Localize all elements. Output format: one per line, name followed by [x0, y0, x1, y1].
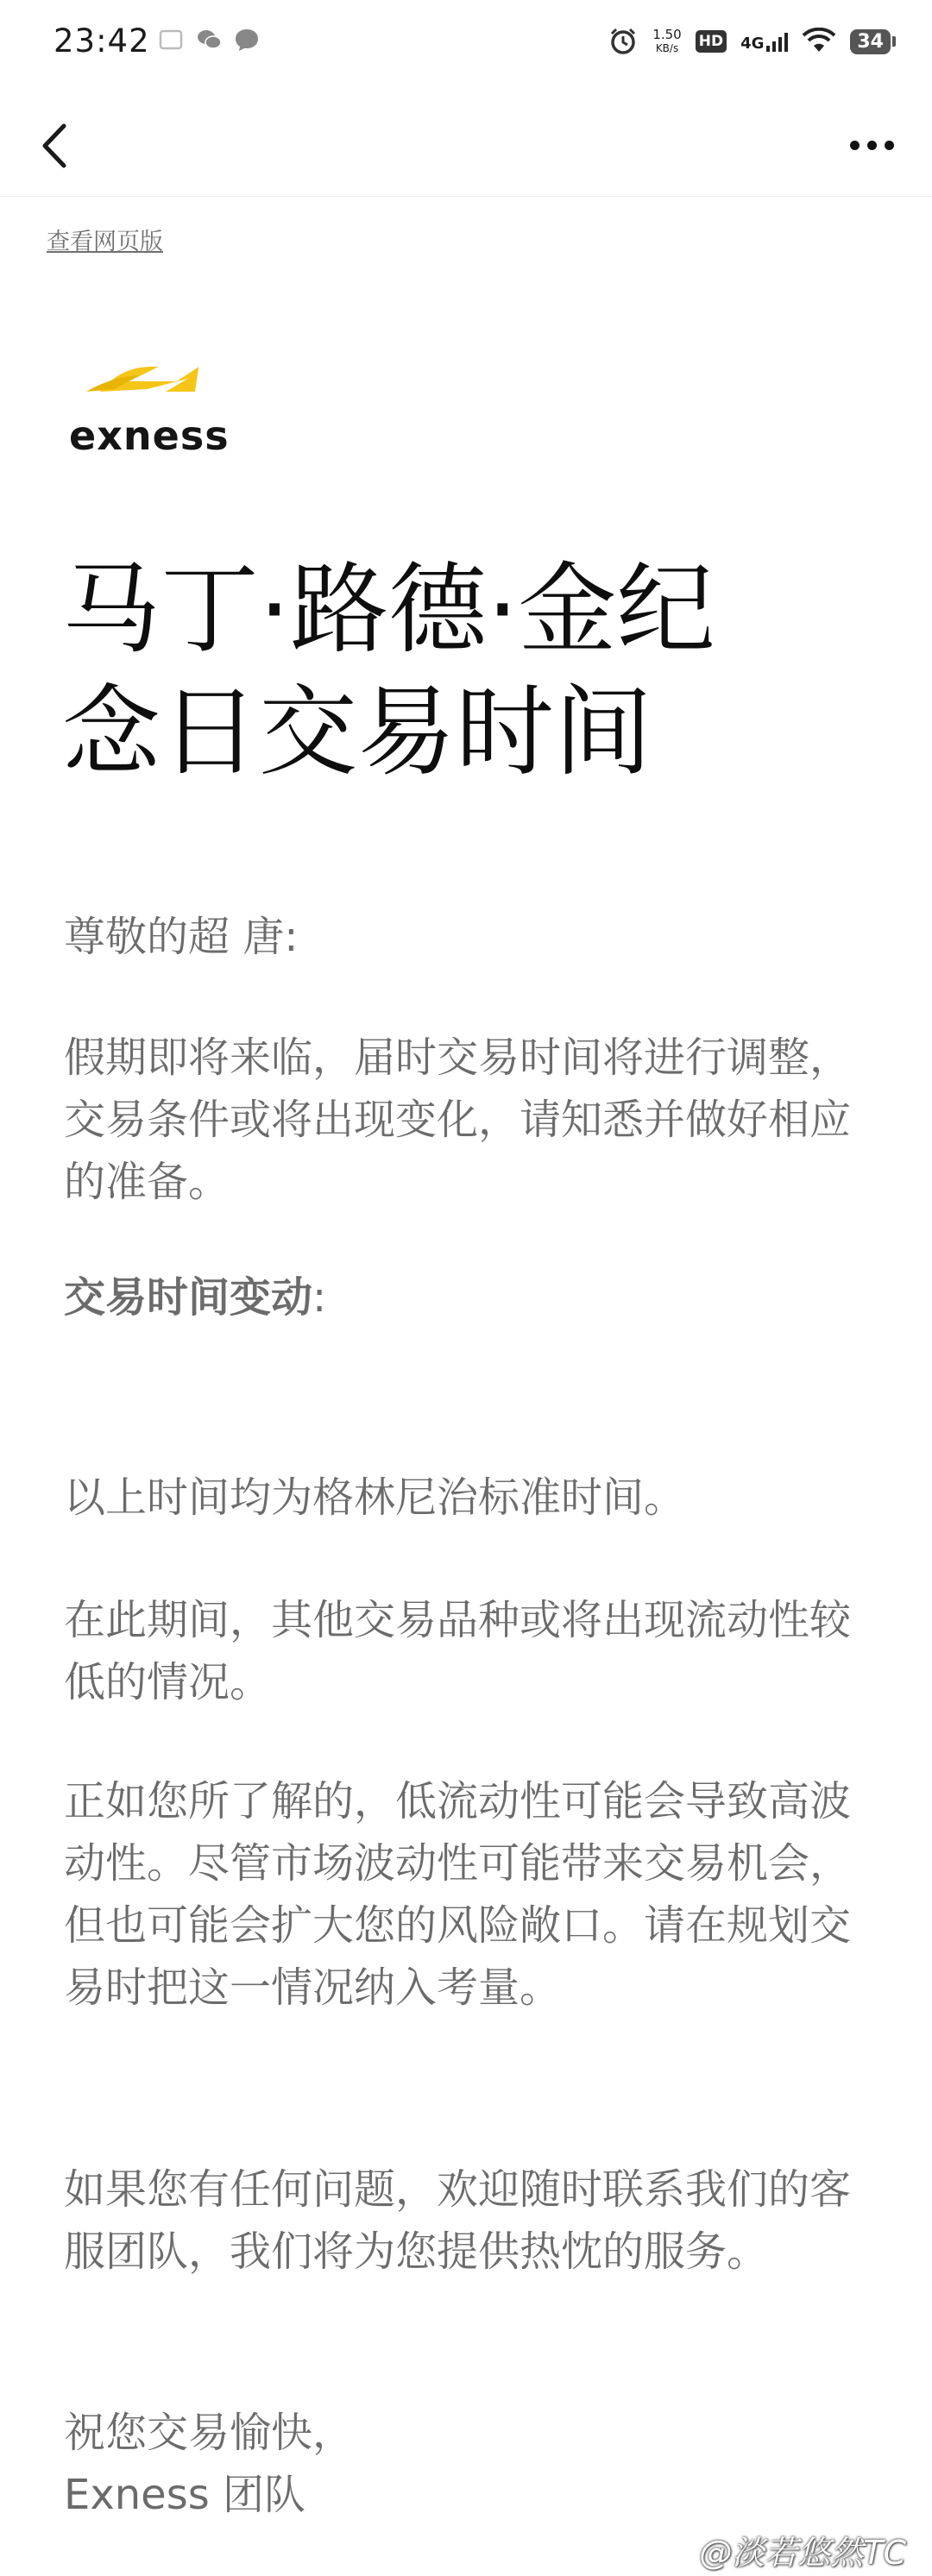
battery-level: 34 — [850, 29, 891, 54]
status-time: 23:42 — [54, 22, 150, 60]
closing-line-1: 祝您交易愉快， — [64, 2409, 355, 2457]
watermark: @淡若悠然TC — [699, 2534, 906, 2572]
status-indicators — [608, 22, 896, 60]
network-speed-value: 1.50 — [652, 27, 682, 42]
notification-icons — [157, 26, 261, 53]
schedule-heading-colon: : — [312, 1273, 327, 1322]
exness-wordmark: exness — [69, 412, 230, 459]
alarm-icon — [608, 26, 639, 57]
greeting: 尊敬的超 唐: — [64, 913, 299, 961]
network-type: 4G — [740, 35, 765, 53]
battery-indicator — [850, 29, 896, 54]
hd-badge: HD — [696, 30, 727, 53]
chevron-left-icon — [29, 114, 81, 176]
title-line: 念日交易时间 — [62, 675, 653, 789]
wechat-icon — [195, 26, 223, 53]
signal-bars-icon — [765, 30, 788, 53]
notice-paragraph: 假期即将来临，届时交易时间将进行调整，交易条件或将出现变化，请知悉并做好相应的准备。 — [64, 1034, 852, 1206]
back-button[interactable] — [29, 114, 81, 176]
more-horizontal-icon — [850, 141, 860, 150]
gallery-icon — [157, 26, 185, 53]
volatility-paragraph: 正如您所了解的，低流动性可能会导致高波动性。尽管市场波动性可能带来交易机会，但也可能会扩大您的风险敞口。请在规划交易时把这一情况纳入考量。 — [64, 1777, 852, 2012]
email-title — [62, 549, 891, 794]
support-paragraph: 如果您有任何问题，欢迎随时联系我们的客服团队，我们将为您提供热忱的服务。 — [64, 2165, 852, 2276]
network-speed — [652, 28, 681, 55]
top-nav-bar — [0, 93, 932, 197]
signal-indicator — [740, 30, 788, 53]
gmt-note: 以上时间均为格林尼治标准时间。 — [64, 1473, 686, 1522]
liquidity-paragraph: 在此期间，其他交易品种或将出现流动性较低的情况。 — [64, 1596, 852, 1706]
schedule-heading-text: 交易时间变动 — [64, 1273, 313, 1322]
more-options-button[interactable] — [837, 119, 906, 171]
wifi-icon — [802, 28, 836, 55]
network-speed-unit: KB/s — [655, 42, 679, 54]
title-line: 马丁·路德·金纪 — [62, 552, 715, 667]
closing-line-2: Exness 团队 — [64, 2471, 305, 2519]
schedule-heading — [64, 1266, 880, 1329]
view-web-version-link[interactable]: 查看网页版 — [47, 229, 163, 255]
status-bar — [0, 0, 932, 83]
message-icon — [233, 26, 261, 53]
